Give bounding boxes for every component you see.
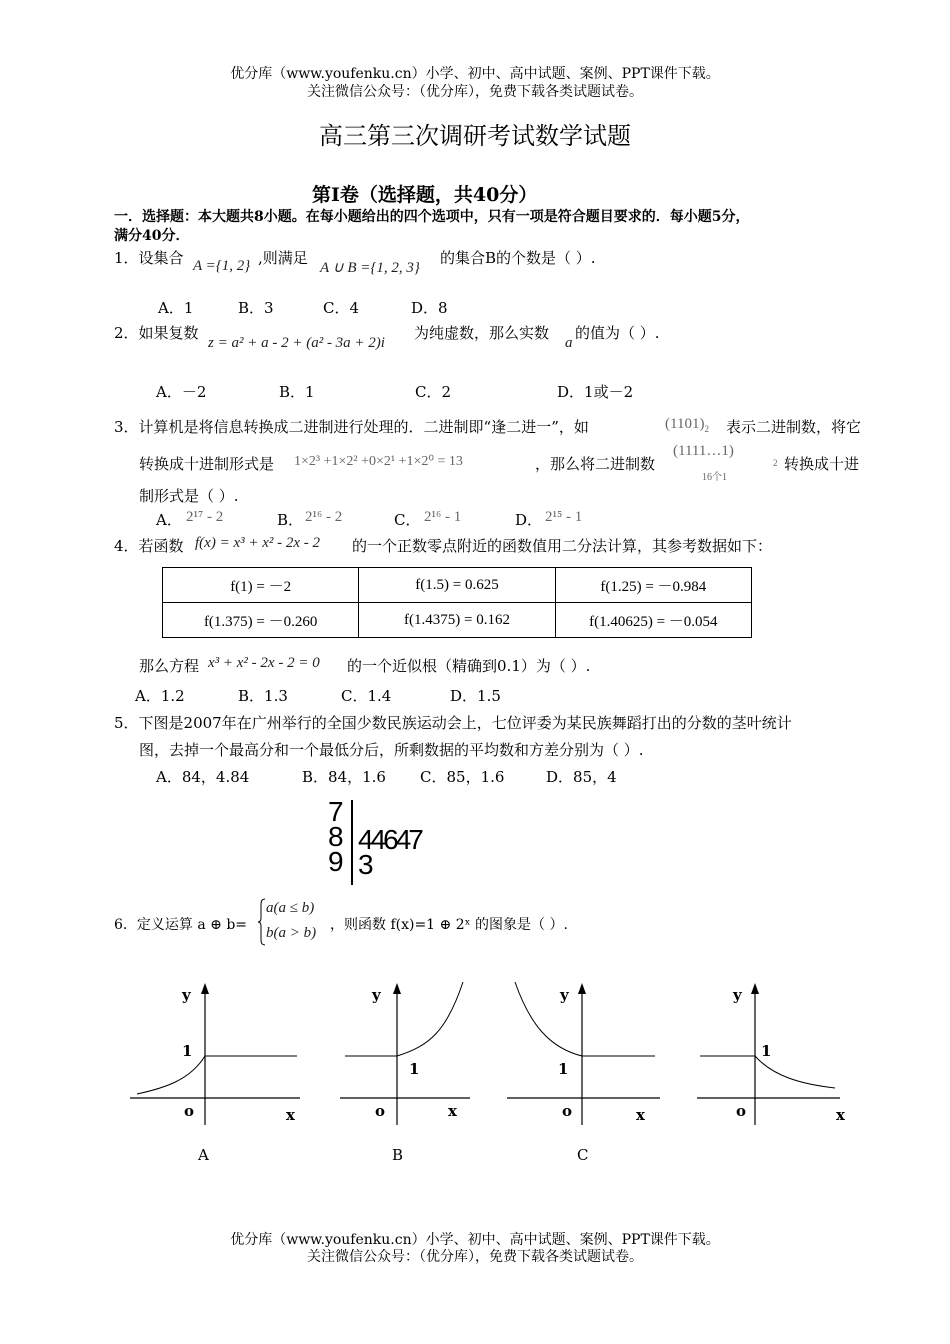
table-cell: f(1.4375) = 0.162 (359, 603, 555, 638)
instructions-line-1: 一．选择题：本大题共8小题。在每小题给出的四个选项中，只有一项是符合题目要求的．每小题5分， (114, 209, 750, 225)
table-cell: f(1.25) = －0.984 (555, 568, 751, 603)
stem-7: 7 (328, 796, 344, 827)
q3-option-d-value: 2¹⁵ - 1 (545, 509, 583, 525)
q3-option-b-value: 2¹⁶ - 2 (305, 509, 343, 525)
table-cell: f(1.375) = －0.260 (163, 603, 359, 638)
q4-option-d: D．1.5 (450, 687, 501, 705)
q1-union: A ∪ B ={1, 2, 3} (320, 260, 420, 276)
graph-a-plot (125, 980, 305, 1130)
q3-binary-number: (1111…1) (673, 443, 734, 459)
graph-d-one-label: 1 (761, 1042, 772, 1060)
header-line-2: 关注微信公众号：（优分库），免费下载各类试题试卷。 (307, 84, 643, 100)
q2-option-d: D．1或－2 (557, 383, 634, 401)
stem-9: 9 (328, 846, 344, 877)
footer-line-1: 优分库（www.youfenku.cn）小学、初中、高中试题、案例、PPT课件下载。 (230, 1232, 720, 1248)
q3-option-a-value: 2¹⁷ - 2 (186, 509, 224, 525)
q2-stem-end: 的值为（ ）. (575, 324, 660, 342)
leaves-8: 44647 (358, 824, 421, 855)
q3-line-2-mid: ，那么将二进制数 (535, 455, 656, 473)
instructions-line-2: 满分40分． (114, 228, 190, 244)
q2-option-c: C．2 (415, 383, 452, 401)
q3-binary-base: 2 (773, 458, 778, 468)
q1-option-b: B．3 (238, 299, 274, 317)
table-cell: f(1.5) = 0.625 (359, 568, 555, 603)
graph-b-x-label: x (448, 1102, 457, 1120)
header-line-1: 优分库（www.youfenku.cn）小学、初中、高中试题、案例、PPT课件下载。 (230, 66, 720, 82)
q4-option-a: A．1.2 (135, 687, 185, 705)
graph-a-caption: A (198, 1146, 209, 1164)
q3-line-2-start: 转换成十进制形式是 (139, 455, 275, 473)
q3-line-1: 3．计算机是将信息转换成二进制进行处理的．二进制即“逢二进一”，如 (114, 418, 589, 436)
q4-option-c: C．1.4 (341, 687, 392, 705)
q4-option-b: B．1.3 (238, 687, 288, 705)
q1-set-a: A ={1, 2} (193, 258, 251, 274)
leaves-9: 3 (358, 849, 371, 880)
q1-option-a: A．1 (158, 299, 194, 317)
q3-option-b: B． (277, 511, 304, 529)
graph-d-y-label: y (733, 986, 742, 1004)
q6-case-1: a(a ≤ b) (266, 900, 315, 916)
graph-c-one-label: 1 (558, 1060, 569, 1078)
q3-line-1-end: 表示二进制数，将它 (726, 418, 862, 436)
q4-stem-start: 4．若函数 (114, 537, 184, 555)
section-title: 第Ⅰ卷（选择题，共40分） (312, 184, 538, 206)
q1-stem-end: 的集合B的个数是（ ）. (440, 249, 596, 267)
graph-b-origin: o (375, 1102, 386, 1120)
graph-c-caption: C (577, 1146, 589, 1164)
graph-a-y-label: y (182, 986, 191, 1004)
q2-option-a: A．－2 (156, 383, 207, 401)
page-title: 高三第三次调研考试数学试题 (319, 122, 631, 150)
q3-binary-example: $(1101)_2$ (665, 416, 709, 434)
q6-stem-start: 6．定义运算 a ⊕ b= (114, 917, 248, 933)
q6-case-2: b(a > b) (266, 925, 317, 941)
q1-stem-mid: ,则满足 (258, 249, 308, 267)
graph-b-y-label: y (372, 986, 381, 1004)
q3-line-2-end: 转换成十进 (784, 455, 860, 473)
q5-option-d: D．85，4 (546, 768, 617, 786)
q4-reference-table (162, 567, 752, 638)
q2-option-b: B．1 (279, 383, 315, 401)
q2-stem-start: 2．如果复数 (114, 324, 199, 342)
stem-leaf-divider (351, 800, 353, 885)
q5-option-b: B．84，1.6 (302, 768, 386, 786)
q4-after-start: 那么方程 (139, 657, 200, 675)
q3-option-d: D． (515, 511, 543, 529)
q3-line-3: 制形式是（ ）. (139, 487, 239, 505)
q1-option-d: D．8 (411, 299, 448, 317)
q1-option-c: C．4 (323, 299, 360, 317)
q4-stem-end: 的一个正数零点附近的函数值用二分法计算，其参考数据如下： (352, 537, 773, 555)
graph-c-y-label: y (560, 986, 569, 1004)
q2-expression: z = a² + a - 2 + (a² - 3a + 2)i (208, 335, 385, 351)
q3-binary-count: 16个1 (702, 472, 727, 483)
footer-line-2: 关注微信公众号：（优分库），免费下载各类试题试卷。 (307, 1249, 643, 1265)
q4-after-end: 的一个近似根（精确到0.1）为（ ）. (347, 657, 591, 675)
q5-line-1: 5．下图是2007年在广州举行的全国少数民族运动会上，七位评委为某民族舞蹈打出的分数的茎叶统计 (114, 714, 792, 732)
q2-stem-mid: 为纯虚数，那么实数 (414, 324, 550, 342)
graph-d-origin: o (736, 1102, 747, 1120)
stem-8: 8 (328, 821, 344, 852)
q5-line-2: 图，去掉一个最高分和一个最低分后，所剩数据的平均数和方差分别为（ ）. (139, 741, 644, 759)
table-cell: f(1.40625) = －0.054 (555, 603, 751, 638)
q1-stem-start: 1．设集合 (114, 249, 184, 267)
q4-equation: x³ + x² - 2x - 2 = 0 (208, 655, 320, 671)
graph-c-x-label: x (636, 1106, 645, 1124)
q3-decimal-expression: 1×2³ +1×2² +0×2¹ +1×2⁰ = 13 (294, 454, 463, 469)
graph-c-origin: o (562, 1102, 573, 1120)
graph-a-x-label: x (286, 1106, 295, 1124)
q2-variable: a (565, 335, 573, 351)
q3-option-c-value: 2¹⁶ - 1 (424, 509, 462, 525)
table-row (163, 568, 752, 603)
q6-stem-end: ，则函数 f(x)=1 ⊕ 2ˣ 的图象是（ ）. (330, 917, 568, 933)
q4-function: f(x) = x³ + x² - 2x - 2 (195, 535, 321, 551)
table-cell: f(1) = －2 (163, 568, 359, 603)
graph-a-origin: o (184, 1102, 195, 1120)
q6-brace-icon (258, 898, 266, 946)
graph-b-one-label: 1 (409, 1060, 420, 1078)
q5-option-c: C．85，1.6 (420, 768, 505, 786)
graph-b-caption: B (392, 1146, 404, 1164)
q3-option-a: A． (156, 511, 182, 529)
graph-d-x-label: x (836, 1106, 845, 1124)
q5-option-a: A．84，4.84 (156, 768, 250, 786)
q3-option-c: C． (394, 511, 421, 529)
table-row (163, 603, 752, 638)
graph-a-one-label: 1 (182, 1042, 193, 1060)
